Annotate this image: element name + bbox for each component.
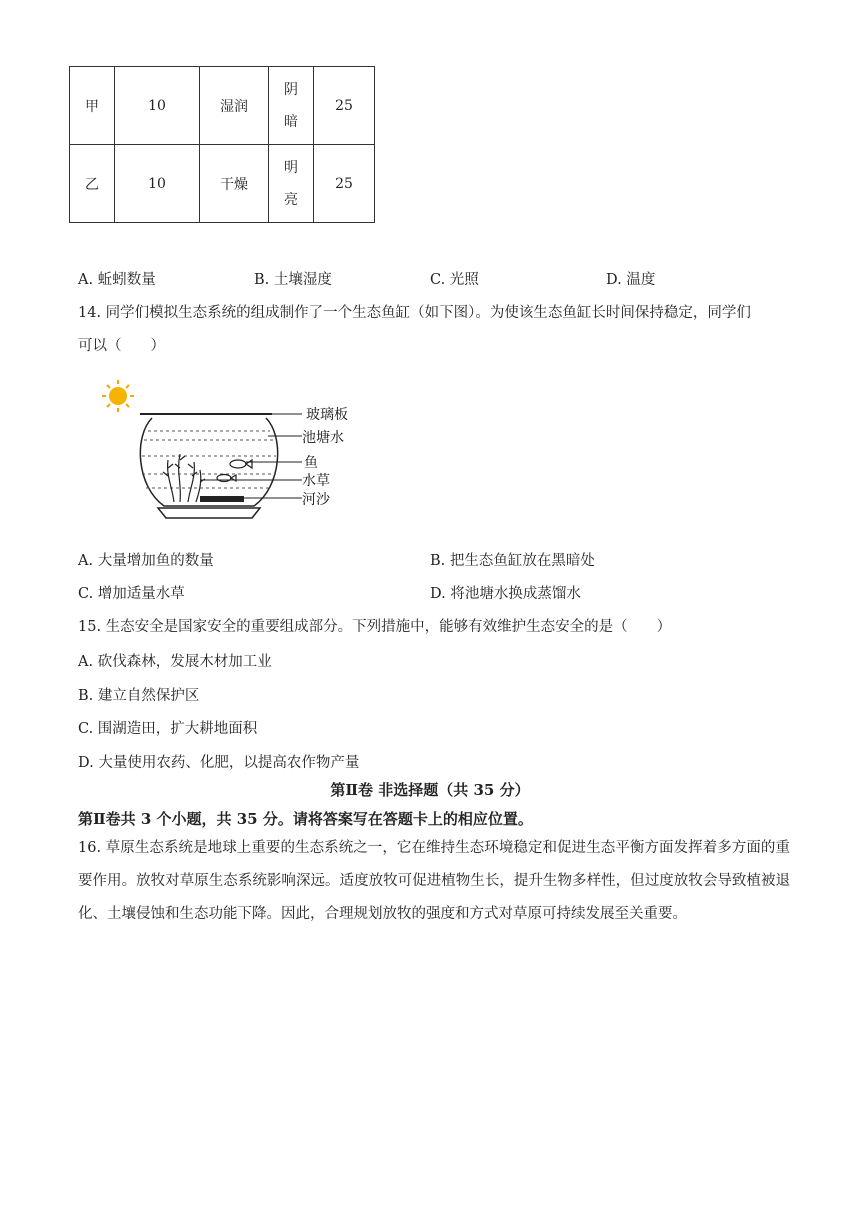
q13-option-c: C. 光照 — [430, 272, 479, 288]
q14-stem-line2: 可以（ ） — [78, 338, 165, 354]
q14-option-d: D. 将池塘水换成蒸馏水 — [430, 586, 581, 602]
label-fish: 鱼 — [304, 455, 318, 471]
tank-stand — [158, 508, 260, 518]
label-water-plant: 水草 — [302, 473, 330, 489]
label-pond-water: 池塘水 — [302, 430, 344, 446]
fish — [217, 460, 252, 482]
label-glass-plate: 玻璃板 — [306, 407, 348, 423]
fish-tank-figure — [96, 376, 366, 524]
group-cell: 乙 — [70, 145, 115, 223]
q14-option-a: A. 大量增加鱼的数量 — [78, 553, 214, 569]
sun-icon — [102, 380, 134, 412]
group-cell: 甲 — [70, 67, 115, 145]
label-river-sand: 河沙 — [302, 492, 330, 508]
q14-option-b: B. 把生态鱼缸放在黑暗处 — [430, 553, 595, 569]
light-cell: 明亮 — [269, 145, 314, 223]
q14-option-c: C. 增加适量水草 — [78, 586, 185, 602]
count-cell: 10 — [115, 67, 200, 145]
q16-paragraph: 16. 草原生态系统是地球上重要的生态系统之一，它在维持生态环境稳定和促进生态平衡方面发挥着多方面的重要作用。放牧对草原生态系统影响深远。适度放牧可促进植物生长，提升生物多样性，但过度放牧会导致植被退化、土壤侵蚀和生态功能下降。因此，合理规划放牧的强度和方式对草原可持续发展至关重要。 — [78, 840, 790, 922]
temp-cell: 25 — [314, 67, 375, 145]
count-cell: 10 — [115, 145, 200, 223]
soil-cell: 湿润 — [200, 67, 269, 145]
q15-stem: 15. 生态安全是国家安全的重要组成部分。下列措施中，能够有效维护生态安全的是（ ） — [78, 619, 672, 635]
q15-option-b: B. 建立自然保护区 — [78, 688, 200, 704]
soil-cell: 干燥 — [200, 145, 269, 223]
experiment-table — [69, 66, 375, 223]
section2-title: 第Ⅱ卷 非选择题（共 35 分） — [330, 781, 530, 799]
temp-cell: 25 — [314, 145, 375, 223]
table-row — [70, 145, 375, 223]
light-cell: 阴暗 — [269, 67, 314, 145]
pond-water — [142, 431, 276, 488]
q13-option-b: B. 土壤湿度 — [254, 272, 332, 288]
water-plant — [163, 454, 205, 502]
q15-option-c: C. 围湖造田，扩大耕地面积 — [78, 721, 258, 737]
section2-instruction: 第Ⅱ卷共 3 个小题，共 35 分。请将答案写在答题卡上的相应位置。 — [78, 810, 533, 828]
river-sand — [200, 496, 244, 502]
q13-option-d: D. 温度 — [606, 272, 656, 288]
q14-stem-line1: 14. 同学们模拟生态系统的组成制作了一个生态鱼缸（如下图）。为使该生态鱼缸长时间保持稳定，同学们 — [78, 305, 751, 321]
q15-option-a: A. 砍伐森林，发展木材加工业 — [78, 654, 272, 670]
q15-option-d: D. 大量使用农药、化肥，以提高农作物产量 — [78, 755, 360, 771]
q13-option-a: A. 蚯蚓数量 — [78, 272, 156, 288]
table-row — [70, 67, 375, 145]
